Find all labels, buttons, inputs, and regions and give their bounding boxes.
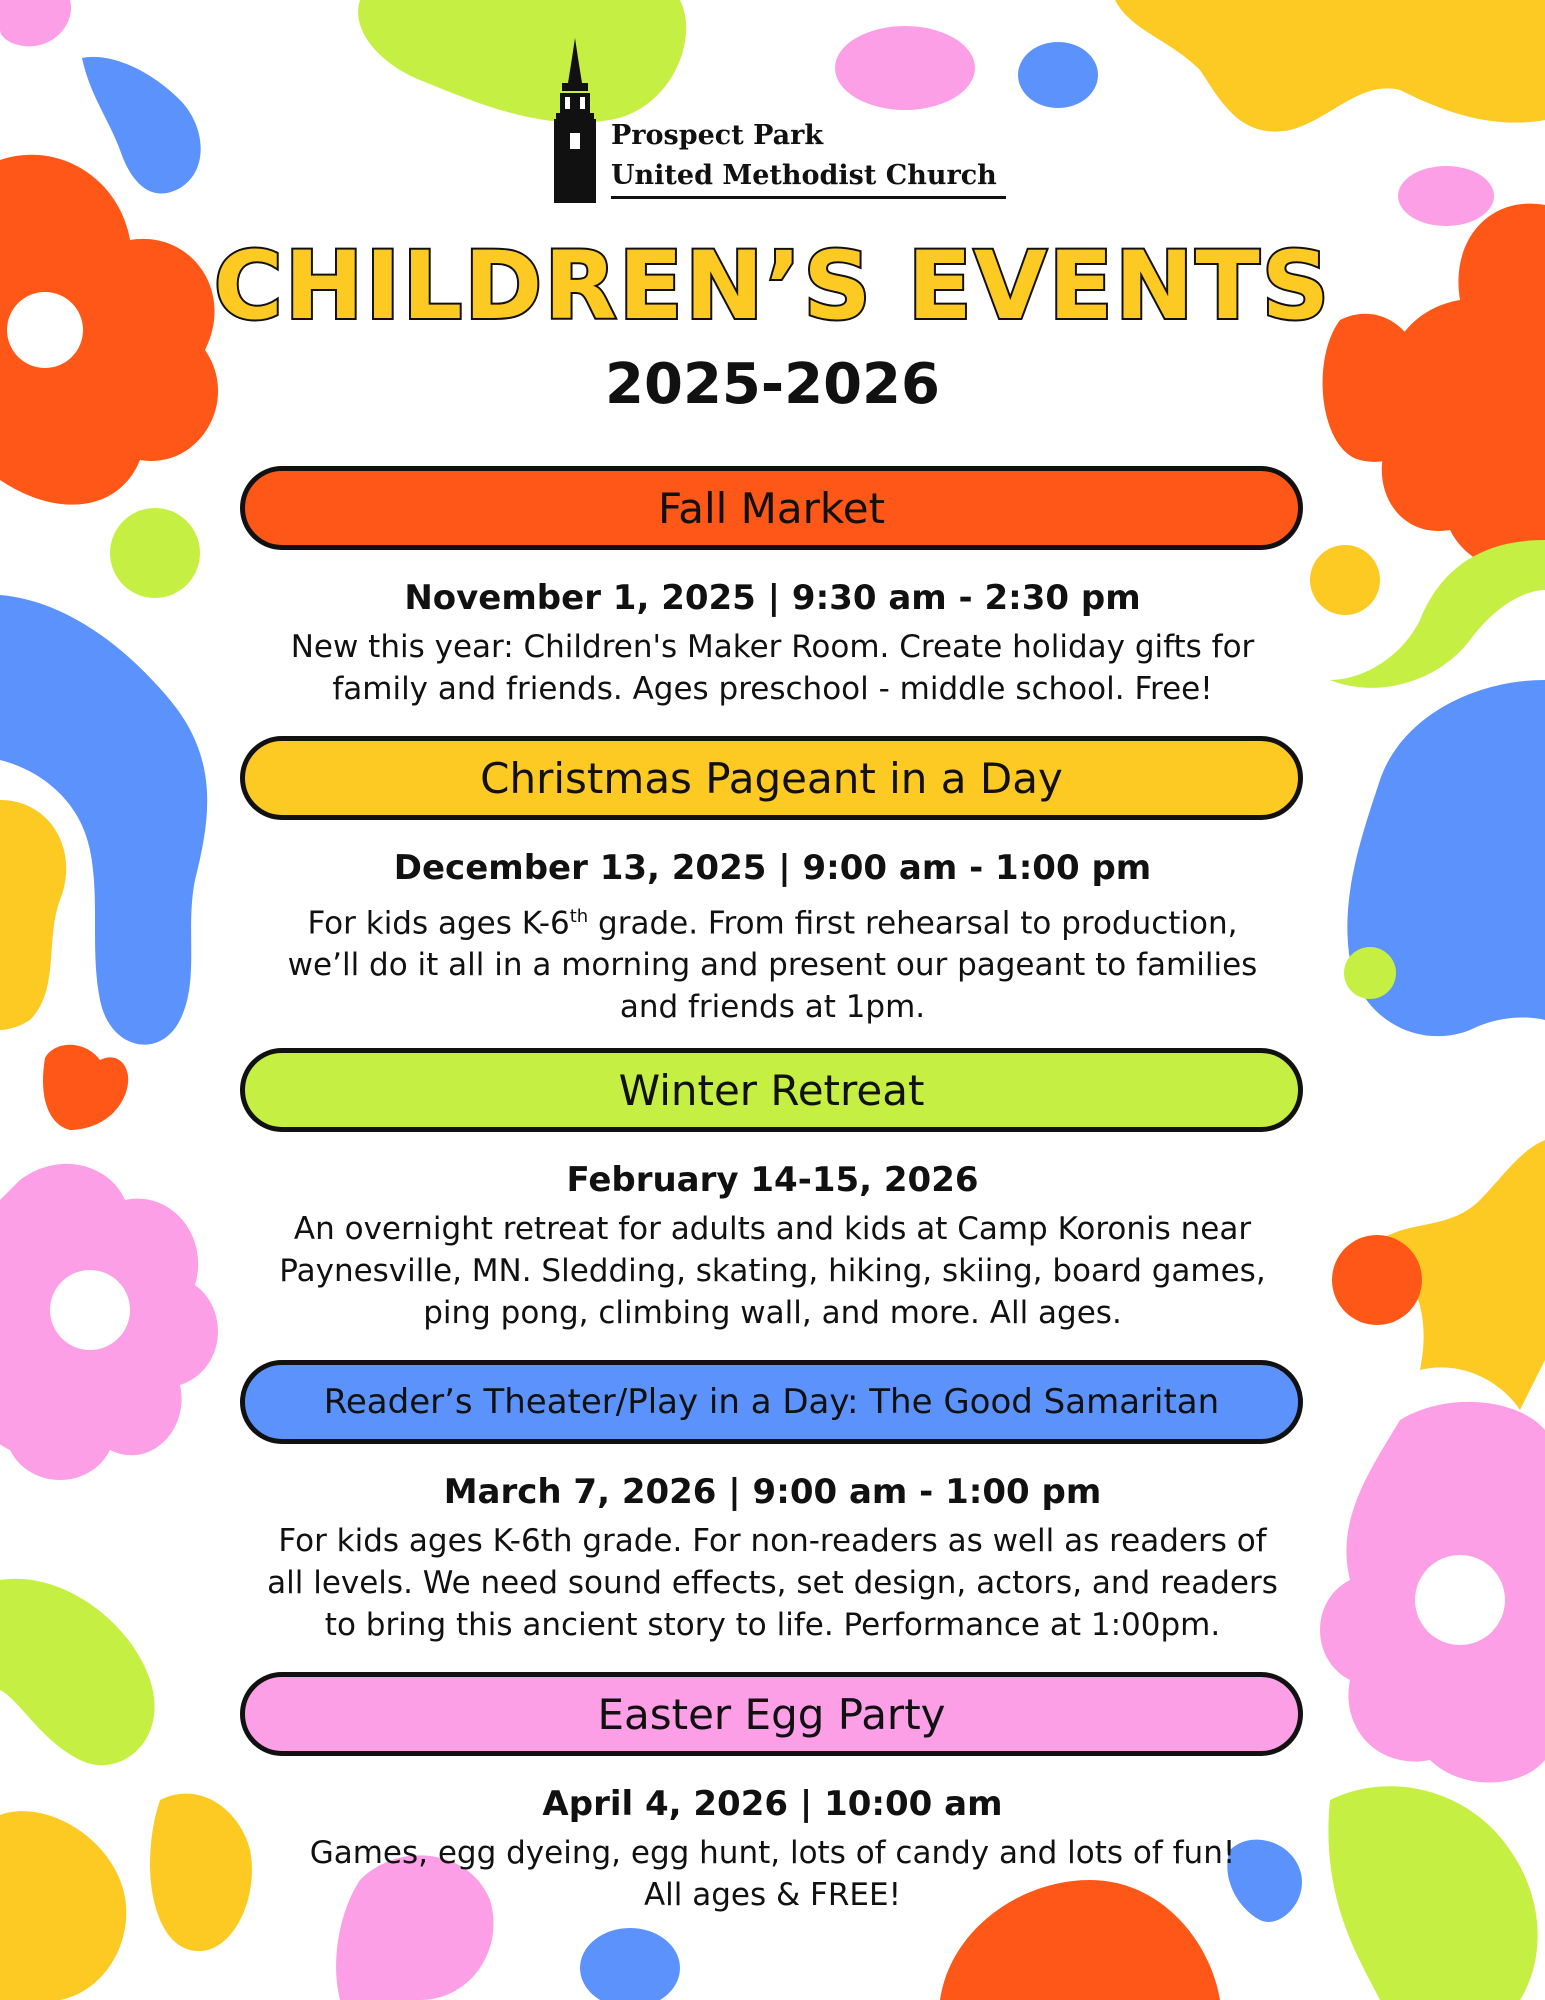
event-banner-readers-theater: Reader’s Theater/Play in a Day: The Good Samaritan (240, 1360, 1303, 1444)
church-steeple-icon (540, 38, 610, 203)
year-range: 2025-2026 (605, 352, 940, 417)
description-line: we’ll do it all in a morning and present our pageant to families (287, 947, 1258, 984)
description-line: Games, egg dyeing, egg hunt, lots of candy and lots of fun! (309, 1835, 1236, 1871)
description-line: Paynesville, MN. Sledding, skating, hiking, skiing, board games, (279, 1253, 1266, 1289)
description-line: ping pong, climbing wall, and more. All ages. (423, 1295, 1122, 1331)
description-line: to bring this ancient story to life. Performance at 1:00pm. (324, 1607, 1221, 1643)
logo-church-name-line2: United Methodist Church (611, 160, 997, 191)
description-line: For kids ages K-6th grade. From first rehearsal to production, (307, 905, 1238, 942)
description-line: All ages & FREE! (643, 1877, 902, 1913)
description-line: family and friends. Ages preschool - middle school. Free! (332, 671, 1213, 707)
description-line: all levels. We need sound effects, set design, actors, and readers (267, 1565, 1278, 1601)
description-line: An overnight retreat for adults and kids at Camp Koronis near (293, 1211, 1252, 1247)
description-line: For kids ages K-6th grade. For non-readers as well as readers of (278, 1523, 1267, 1559)
description-line: and friends at 1pm. (619, 989, 926, 1026)
event-banner-winter-retreat: Winter Retreat (240, 1048, 1303, 1132)
description-line: New this year: Children's Maker Room. Create holiday gifts for (290, 629, 1255, 665)
event-description (170, 626, 1375, 710)
event-description (170, 896, 1375, 1028)
event-description (170, 1832, 1375, 1916)
event-date: April 4, 2026 | 10:00 am (542, 1784, 1003, 1824)
logo-underline (611, 196, 1006, 199)
church-logo (540, 38, 1020, 208)
event-description (170, 1208, 1375, 1334)
event-description (170, 1520, 1375, 1646)
event-banner-christmas-pageant: Christmas Pageant in a Day (240, 736, 1303, 820)
event-banner-easter-egg-party: Easter Egg Party (240, 1672, 1303, 1756)
event-date: November 1, 2025 | 9:30 am - 2:30 pm (404, 578, 1141, 618)
logo-church-name-line1: Prospect Park (611, 120, 824, 151)
event-date: March 7, 2026 | 9:00 am - 1:00 pm (443, 1472, 1102, 1512)
event-date: December 13, 2025 | 9:00 am - 1:00 pm (393, 848, 1152, 888)
page-title: CHILDREN’S EVENTS (213, 232, 1332, 341)
event-date: February 14-15, 2026 (566, 1160, 979, 1200)
event-banner-fall-market: Fall Market (240, 466, 1303, 550)
